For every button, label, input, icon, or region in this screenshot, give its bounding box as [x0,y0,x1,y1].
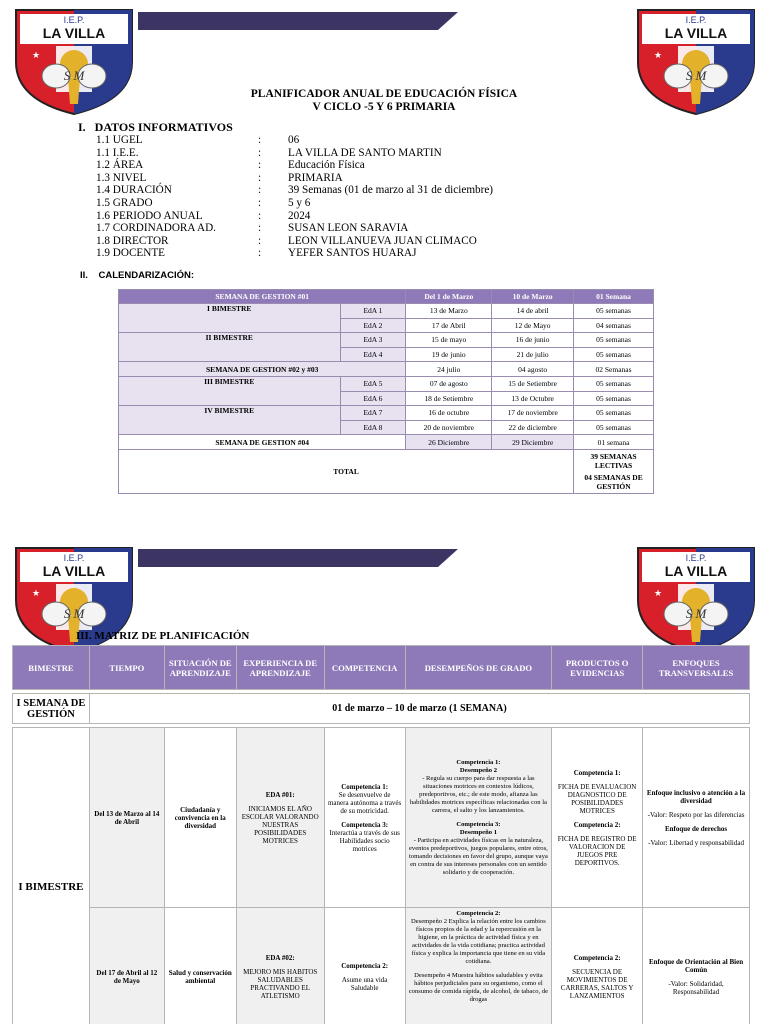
weeks-cell: 05 semanas [574,376,654,391]
gestion-cell: SEMANA DE GESTION #02 y #03 [119,362,406,377]
info-value: YEFER SANTOS HUARAJ [288,247,417,260]
info-row [96,235,588,248]
end-cell: 15 de Setiembre [492,376,574,391]
matrix-row [13,908,750,1024]
eda-cell: EdA 1 [340,304,406,319]
svg-text:★: ★ [654,50,663,60]
info-separator: : [258,134,262,146]
weeks-cell: 01 semana [574,435,654,450]
matrix-header-cell: EXPERIENCIA DE APRENDIZAJE [236,646,324,690]
logo-initials: S M [63,68,85,83]
eda-title: EDA #01: [265,790,295,799]
desempeno-text: Desempeño 4 Muestra hábitos saludables y evita hábitos perjudiciales para su organismo, como el consumo de comida rápida, de alcohol, de tabaco, de drogas [408,972,549,1003]
header-banner-2 [138,549,458,567]
competencia-text: Interactúa a través de sus Habilidades socio motrices [329,828,400,853]
calendar-row [119,362,654,377]
enfoque-value: -Valor: Libertad y responsabilidad [648,838,744,847]
weeks-cell: 02 Semanas [574,362,654,377]
desempeno-text: - Regula su cuerpo para dar respuesta a las situaciones motrices en contextos lúdicos, predeportivos, etc.; de este modo, afianza las habilidades motrices específicas relacionadas con la carrera, el salto y los lanzamientos. [409,774,547,814]
enfoque-title: Enfoque de derechos [664,824,728,833]
bimestre-cell: III BIMESTRE [119,376,341,405]
calendar-header-cell: Del 1 de Marzo [406,290,492,304]
info-separator: : [258,171,262,184]
info-label: 1.1 I.E.E. [96,146,139,159]
info-value: LA VILLA DE SANTO MARTIN [288,146,442,159]
start-cell: 26 Diciembre [406,435,492,450]
info-separator: : [258,159,262,172]
calendar-header-cell: 01 Semana [574,290,654,304]
gestion-cell: SEMANA DE GESTION #04 [119,435,406,450]
school-logo-right-2 [634,542,758,654]
info-value: 06 [288,134,300,146]
info-label: 1.6 PERIODO ANUAL [96,209,203,222]
competencia-title: Competencia 3: [341,820,389,829]
matrix-header-cell: COMPETENCIA [324,646,405,690]
producto-text: SECUENCIA DE MOVIMIENTOS DE CARRERAS, SALTOS Y LANZAMIENTOS [560,967,634,1000]
logo-initials: S M [63,606,85,621]
weeks-cell: 05 semanas [574,333,654,348]
calendar-row [119,376,654,391]
producto-comp: Competencia 1: [573,768,621,777]
tiempo-cell: Del 13 de Marzo al 14 de Abril [89,728,164,908]
section2-heading [80,270,194,281]
info-row [96,247,588,260]
logo-initials: S M [685,68,707,83]
start-cell: 07 de agosto [406,376,492,391]
experiencia-cell [236,728,324,908]
bimestre-cell: II BIMESTRE [119,333,341,362]
end-cell: 16 de junio [492,333,574,348]
desempeno-comp: Competencia 1: [456,758,501,766]
desempeno-number: Desempeño 2 [459,766,497,774]
calendar-total-row [119,449,654,493]
calendar-row [119,435,654,450]
total-lectivas: 39 SEMANAS LECTIVAS [590,451,637,470]
gestion-week-label: I SEMANA DE GESTIÓN [13,694,90,724]
situacion-cell: Salud y conservación ambiental [164,908,236,1024]
matrix-header-cell: ENFOQUES TRANSVERSALES [643,646,750,690]
logo-line1: I.E.P. [63,553,85,563]
info-value: LEON VILLANUEVA JUAN CLIMACO [288,234,477,247]
svg-text:★: ★ [654,588,663,598]
enfoque-title: Enfoque de Orientación al Bien Común [648,957,744,974]
eda-text: MEJORO MIS HABITOS SALUDABLES PRACTIVANDO EL ATLETISMO [243,967,318,1000]
enfoques-cell [643,728,750,908]
total-weeks-cell [574,449,654,493]
start-cell: 20 de noviembre [406,420,492,435]
end-cell: 13 de Octubre [492,391,574,406]
eda-cell: EdA 5 [340,376,406,391]
info-separator: : [258,184,262,197]
matrix-header-cell: BIMESTRE [13,646,90,690]
info-label: 1.2 ÁREA [96,159,144,172]
desempenos-cell [405,728,552,908]
enfoques-cell [643,908,750,1024]
document-subtitle: V CICLO -5 Y 6 PRIMARIA [312,101,456,113]
info-row [96,222,588,235]
weeks-cell: 05 semanas [574,420,654,435]
start-cell: 15 de mayo [406,333,492,348]
planning-matrix [12,645,750,1024]
start-cell: 17 de Abril [406,318,492,333]
productos-cell [552,908,643,1024]
bimestre-label: I BIMESTRE [13,728,90,1024]
desempenos-cell [405,908,552,1024]
matrix-header-cell: PRODUCTOS O EVIDENCIAS [552,646,643,690]
start-cell: 18 de Setiembre [406,391,492,406]
weeks-cell: 05 semanas [574,304,654,319]
info-row [96,210,588,223]
desempeno-comp: Competencia 2: [456,910,501,917]
enfoque-value: -Valor: Solidaridad, Responsabilidad [668,979,724,996]
weeks-cell: 04 semanas [574,318,654,333]
info-value: SUSAN LEON SARAVIA [288,222,409,235]
end-cell: 04 agosto [492,362,574,377]
logo-line1: I.E.P. [685,15,707,25]
start-cell: 24 julio [406,362,492,377]
weeks-cell: 05 semanas [574,391,654,406]
calendar-row [119,333,654,348]
matrix-header-cell: DESEMPEÑOS DE GRADO [405,646,552,690]
logo-line2: LA VILLA [664,25,728,41]
calendar-header-cell: 10 de Marzo [492,290,574,304]
info-row [96,172,588,185]
matrix-row [13,728,750,908]
eda-text: INICIAMOS EL AÑO ESCOLAR VALORANDO NUESTRAS POSIBILIDADES MOTRICES [241,804,319,845]
info-row [96,147,588,160]
calendar-row [119,304,654,319]
eda-cell: EdA 6 [340,391,406,406]
bimestre-cell: IV BIMESTRE [119,406,341,435]
total-gestion: 04 SEMANAS DE GESTIÓN [584,472,643,491]
gestion-week-row [13,694,750,724]
competencia-cell [324,728,405,908]
end-cell: 14 de abril [492,304,574,319]
end-cell: 29 Diciembre [492,435,574,450]
competencia-text: Asume una vida Saludable [341,975,388,992]
calendar-row [119,406,654,421]
logo-line2: LA VILLA [42,25,106,41]
end-cell: 17 de noviembre [492,406,574,421]
eda-cell: EdA 7 [340,406,406,421]
weeks-cell: 05 semanas [574,406,654,421]
eda-cell: EdA 8 [340,420,406,435]
productos-cell [552,728,643,908]
info-separator: : [258,209,262,222]
logo-line1: I.E.P. [685,553,707,563]
info-row [96,134,588,147]
logo-initials: S M [685,606,707,621]
weeks-cell: 05 semanas [574,347,654,362]
info-value: PRIMARIA [288,171,343,184]
total-label-cell: TOTAL [119,449,574,493]
eda-cell: EdA 4 [340,347,406,362]
start-cell: 13 de Marzo [406,304,492,319]
info-separator: : [258,196,262,209]
calendar-header-row [119,290,654,304]
calendar-header-cell: SEMANA DE GESTION #01 [119,290,406,304]
info-label: 1.9 DOCENTE [96,247,165,260]
matrix-header-cell: SITUACIÓN DE APRENDIZAJE [164,646,236,690]
start-cell: 19 de junio [406,347,492,362]
competencia-cell [324,908,405,1024]
desempeno-number: Desempeño 1 [459,828,497,836]
info-label: 1.8 DIRECTOR [96,234,169,247]
info-value: 5 y 6 [288,196,311,209]
document-title: PLANIFICADOR ANUAL DE EDUCACIÓN FÍSICA [250,88,518,100]
competencia-title: Competencia 1: [341,782,389,791]
logo-line2: LA VILLA [42,563,106,579]
info-value: Educación Física [288,159,365,172]
situacion-cell: Ciudadanía y convivencia en la diversidad [164,728,236,908]
desempeno-comp: Competencia 3: [456,820,501,828]
info-label: 1.5 GRADO [96,196,153,209]
info-row [96,197,588,210]
section1-heading [78,120,233,135]
producto-text: FICHA DE EVALUACION DIAGNOSTICO DE POSIBILIDADES MOTRICES [557,782,637,815]
producto-comp: Competencia 2: [573,953,621,962]
section2-number: II. [80,270,88,281]
gestion-week-dates: 01 de marzo – 10 de marzo (1 SEMANA) [89,694,749,724]
matrix-header-row [13,646,750,690]
end-cell: 22 de diciembre [492,420,574,435]
competencia-text: Se desenvuelve de manera autónoma a través de su motricidad. [327,790,402,815]
info-separator: : [258,247,262,260]
eda-title: EDA #02: [265,953,295,962]
info-row [96,159,588,172]
producto-text: FICHA DE REGISTRO DE VALORACION DE JUEGOS PRE DEPORTIVOS. [557,834,637,867]
informative-data-list [96,134,588,260]
enfoque-value: -Valor: Respeto por las diferencias [647,810,745,819]
end-cell: 12 de Mayo [492,318,574,333]
svg-text:★: ★ [32,50,41,60]
info-label: 1.1 UGEL [96,134,143,146]
eda-cell: EdA 3 [340,333,406,348]
svg-text:★: ★ [32,588,41,598]
info-label: 1.4 DURACIÓN [96,184,172,197]
info-value: 39 Semanas (01 de marzo al 31 de diciembre) [288,184,494,197]
info-value: 2024 [288,209,311,222]
enfoque-title: Enfoque inclusivo o atención a la diversidad [646,788,746,805]
desempeno-text: Desempeño 2 Explica la relación entre los cambios físicos propios de la edad y la repercusión en la higiene, en la práctica de actividad física y en actividades de la vida cotidiana; practica actividad física y explica la importancia que tiene en su vida cotidiana. [410,918,546,965]
bimestre-cell: I BIMESTRE [119,304,341,333]
info-row [96,184,588,197]
section2-title: CALENDARIZACIÓN: [98,270,195,281]
info-separator: : [258,234,262,247]
logo-line1: I.E.P. [63,15,85,25]
start-cell: 16 de octubre [406,406,492,421]
info-label: 1.3 NIVEL [96,171,147,184]
experiencia-cell [236,908,324,1024]
eda-cell: EdA 2 [340,318,406,333]
section3-heading: III. MATRIZ DE PLANIFICACIÓN [76,630,250,642]
info-label: 1.7 CORDINADORA AD. [96,222,216,235]
info-separator: : [258,222,262,235]
section1-title: DATOS INFORMATIVOS [94,120,233,134]
calendar-table [118,289,654,494]
competencia-title: Competencia 2: [341,961,389,970]
desempeno-text: - Participa en actividades físicas en la naturaleza, eventos predeportivos, juegos populares, entre otros, tomando decisiones en favor del grupo, aunque vaya en contra de sus intereses personales con un sentido solidario y de cooperación. [409,836,548,876]
section1-number: I. [78,120,86,134]
tiempo-cell: Del 17 de Abril al 12 de Mayo [89,908,164,1024]
header-banner [138,12,458,30]
info-separator: : [258,146,262,159]
logo-line2: LA VILLA [664,563,728,579]
end-cell: 21 de julio [492,347,574,362]
matrix-header-cell: TIEMPO [89,646,164,690]
producto-comp: Competencia 2: [573,820,621,829]
